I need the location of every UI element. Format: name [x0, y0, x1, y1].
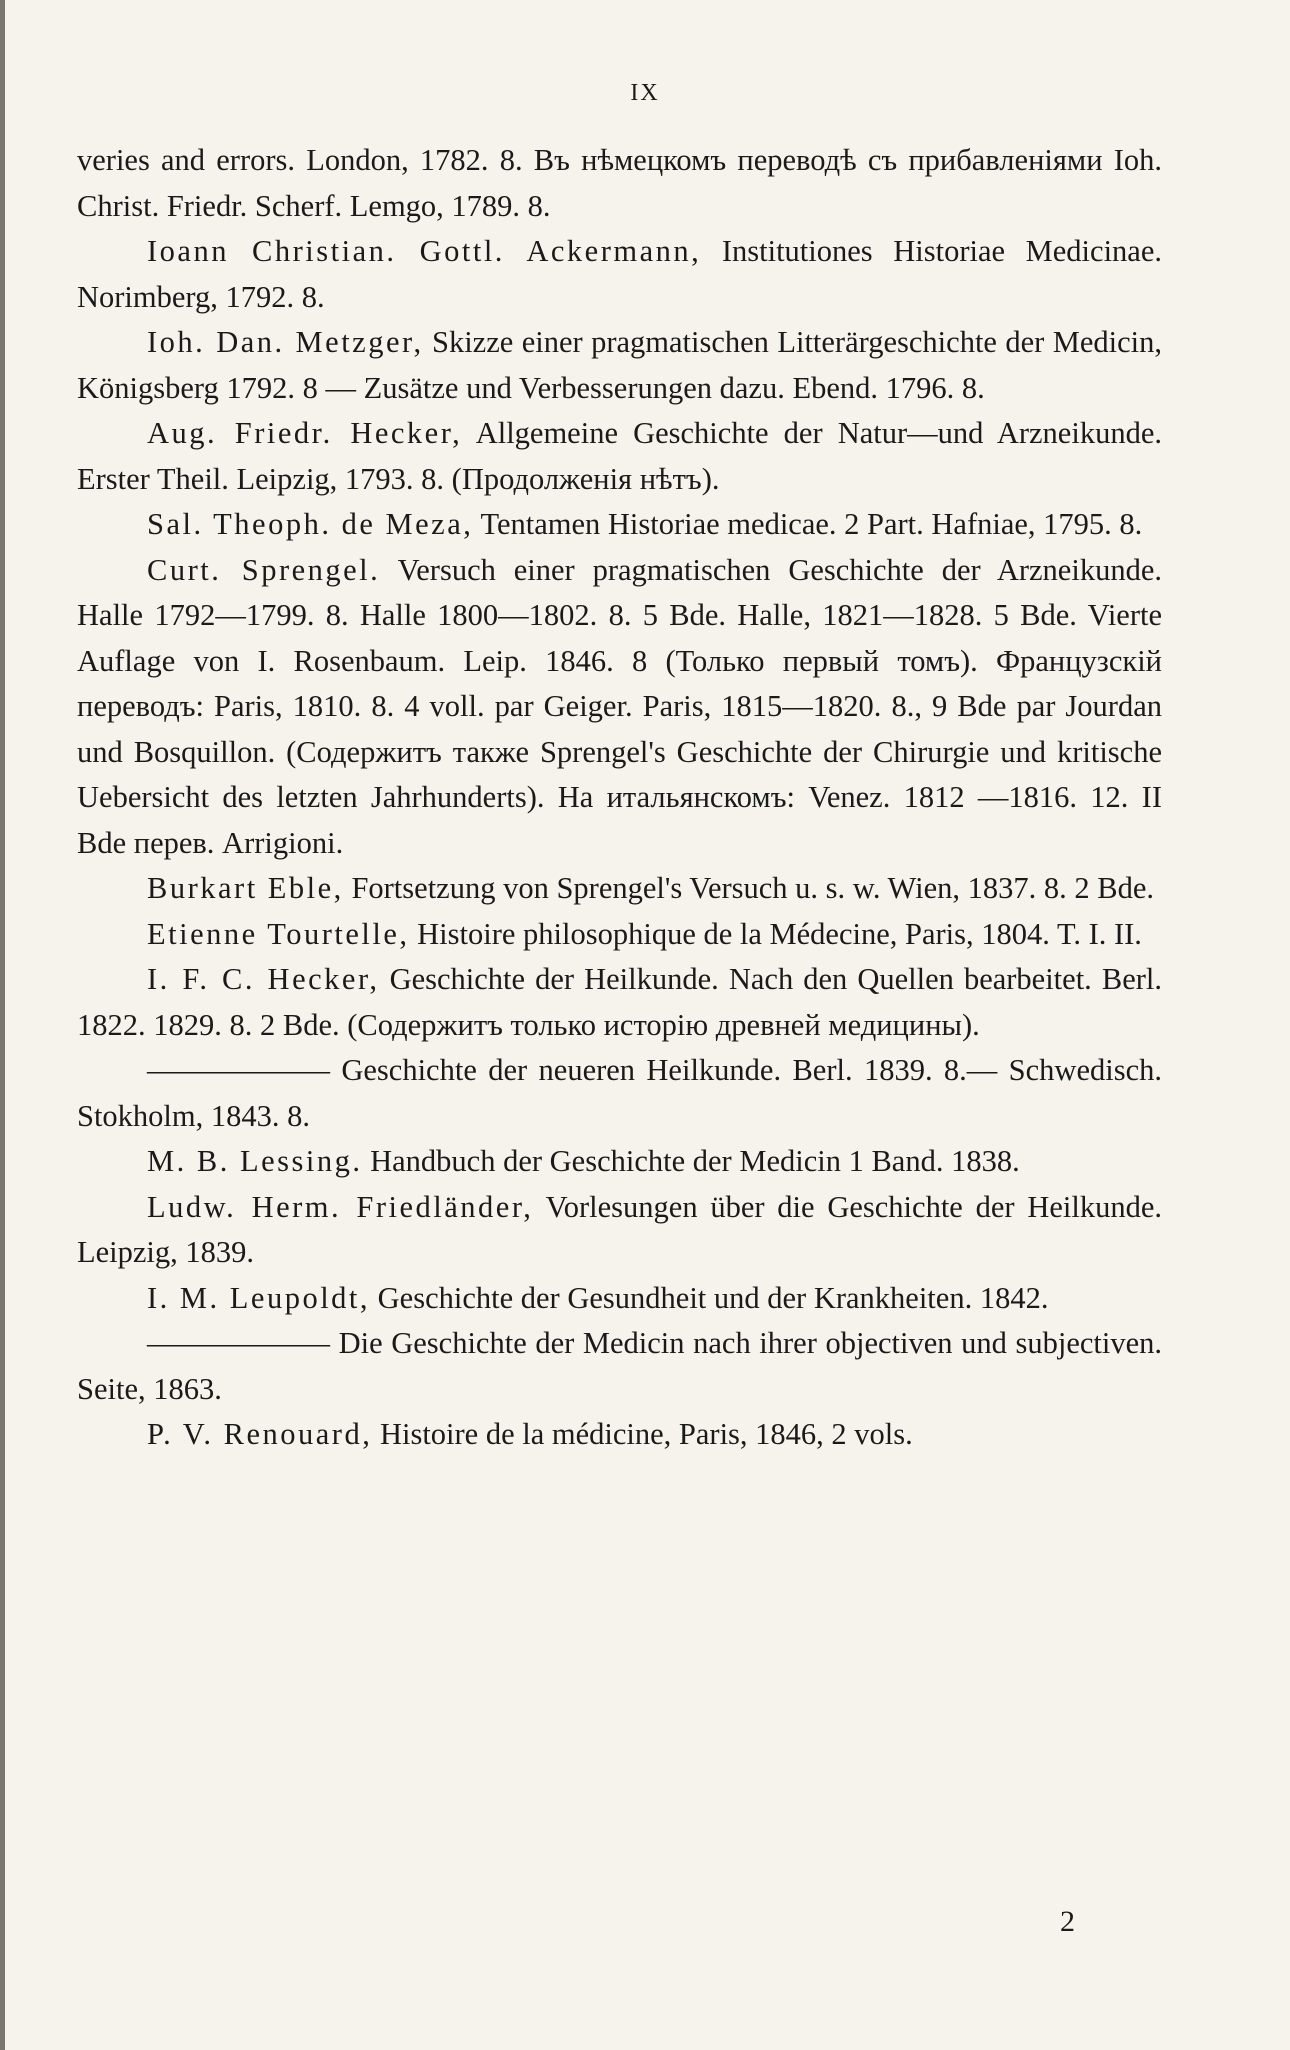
- author-name: Aug. Friedr. Hecker,: [147, 416, 463, 450]
- bibliography-entry: [77, 866, 1162, 912]
- author-name: P. V. Renouard,: [147, 1417, 373, 1451]
- entry-text: Versuch einer pragmatischen Geschichte der Arzneikunde. Halle 1792—1799. 8. Halle 1800—1802. 8. 5 Bde. Halle, 1821—1828. 5 Bde. Vierte Auflage von I. Rosenbaum. Leip. 1846. 8 (Только первый томъ). Французскій переводъ: Paris, 1810. 8. 4 voll. par Geiger. Paris, 1815—1820. 8., 9 Bde par Jourdan und Bosquillon. (Содержитъ также Sprengel's Geschichte der Chirurgie und kritische Uebersicht des letzten Jahrhunderts). На итальянскомъ: Venez. 1812 —1816. 12. II Bde перев. Arrigioni.: [77, 552, 1162, 860]
- bibliography-entry: [77, 1048, 1162, 1139]
- bibliography-entry: [77, 1139, 1162, 1185]
- bibliography-entry: [77, 502, 1162, 548]
- bibliography-entry: [77, 957, 1162, 1048]
- author-name: Ioann Christian. Gottl. Ackermann,: [147, 234, 702, 268]
- entry-text: Vorlesungen über die Geschichte der Heilkunde. Leipzig, 1839.: [77, 1189, 1162, 1269]
- bibliography-entry: [77, 411, 1162, 502]
- author-name: Sal. Theoph. de Meza,: [147, 507, 474, 541]
- bibliography-entry: [77, 1185, 1162, 1276]
- ditto-dash: ——————: [147, 1053, 330, 1087]
- author-name: M. B. Lessing.: [147, 1144, 363, 1178]
- author-name: I. M. Leupoldt,: [147, 1280, 371, 1315]
- author-name: Ioh. Dan. Metzger,: [147, 325, 424, 359]
- signature-mark: 2: [1060, 1905, 1075, 1938]
- bibliography-entry: [77, 1321, 1162, 1412]
- entry-text: Geschichte der neueren Heilkunde. Berl. 1839. 8.— Schwedisch. Stokholm, 1843. 8.: [77, 1053, 1162, 1133]
- author-name: I. F. C. Hecker,: [147, 962, 380, 996]
- author-name: Ludw. Herm. Friedländer,: [147, 1189, 534, 1224]
- entry-text: Handbuch der Geschichte der Medicin 1 Band. 1838.: [362, 1144, 1020, 1178]
- author-name: Etienne Tourtelle,: [147, 916, 410, 951]
- entry-text: Skizze einer pragmatischen Litterärgeschichte der Medicin, Königsberg 1792. 8 — Zusätze und Verbesserungen dazu. Ebend. 1796. 8.: [77, 325, 1162, 405]
- entry-text: Institutiones Historiae Medicinae. Norimberg, 1792. 8.: [77, 234, 1162, 314]
- bibliography-entry: [77, 548, 1162, 867]
- entry-text: Fortsetzung von Sprengel's Versuch u. s. w. Wien, 1837. 8. 2 Bde.: [343, 871, 1154, 905]
- page-number: IX: [630, 80, 660, 106]
- bibliography-entry: [77, 1276, 1162, 1322]
- bibliography-entry: [77, 229, 1162, 320]
- entry-text: Histoire de la médicine, Paris, 1846, 2 vols.: [372, 1417, 913, 1451]
- page-edge-shadow: [0, 0, 5, 2050]
- bibliography-list: [77, 138, 1162, 1458]
- ditto-dash: ——————: [147, 1326, 330, 1360]
- entry-text: Histoire philosophique de la Médecine, Paris, 1804. T. I. II.: [409, 916, 1142, 951]
- entry-text: Die Geschichte der Medicin nach ihrer objectiven und subjectiven. Seite, 1863.: [77, 1326, 1162, 1406]
- entry-text: veries and errors. London, 1782. 8. Въ нѣмецкомъ переводѣ съ прибавленіями Ioh. Christ. Friedr. Scherf. Lemgo, 1789. 8.: [77, 143, 1162, 223]
- bibliography-entry: [77, 1412, 1162, 1458]
- entry-text: Allgemeine Geschichte der Natur—und Arzneikunde. Erster Theil. Leipzig, 1793. 8. (Продолженія нѣтъ).: [77, 416, 1162, 496]
- entry-text: Tentamen Historiae medicae. 2 Part. Hafniae, 1795. 8.: [473, 507, 1143, 541]
- entry-text: Geschichte der Heilkunde. Nach den Quellen bearbeitet. Berl. 1822. 1829. 8. 2 Bde. (Содержитъ только исторію древней медицины).: [77, 962, 1162, 1042]
- entry-text: Geschichte der Gesundheit und der Krankheiten. 1842.: [370, 1280, 1049, 1315]
- author-name: Burkart Eble,: [147, 871, 344, 905]
- author-name: Curt. Sprengel.: [147, 552, 381, 587]
- bibliography-entry: [77, 912, 1162, 958]
- bibliography-entry: [77, 138, 1162, 229]
- bibliography-entry: [77, 320, 1162, 411]
